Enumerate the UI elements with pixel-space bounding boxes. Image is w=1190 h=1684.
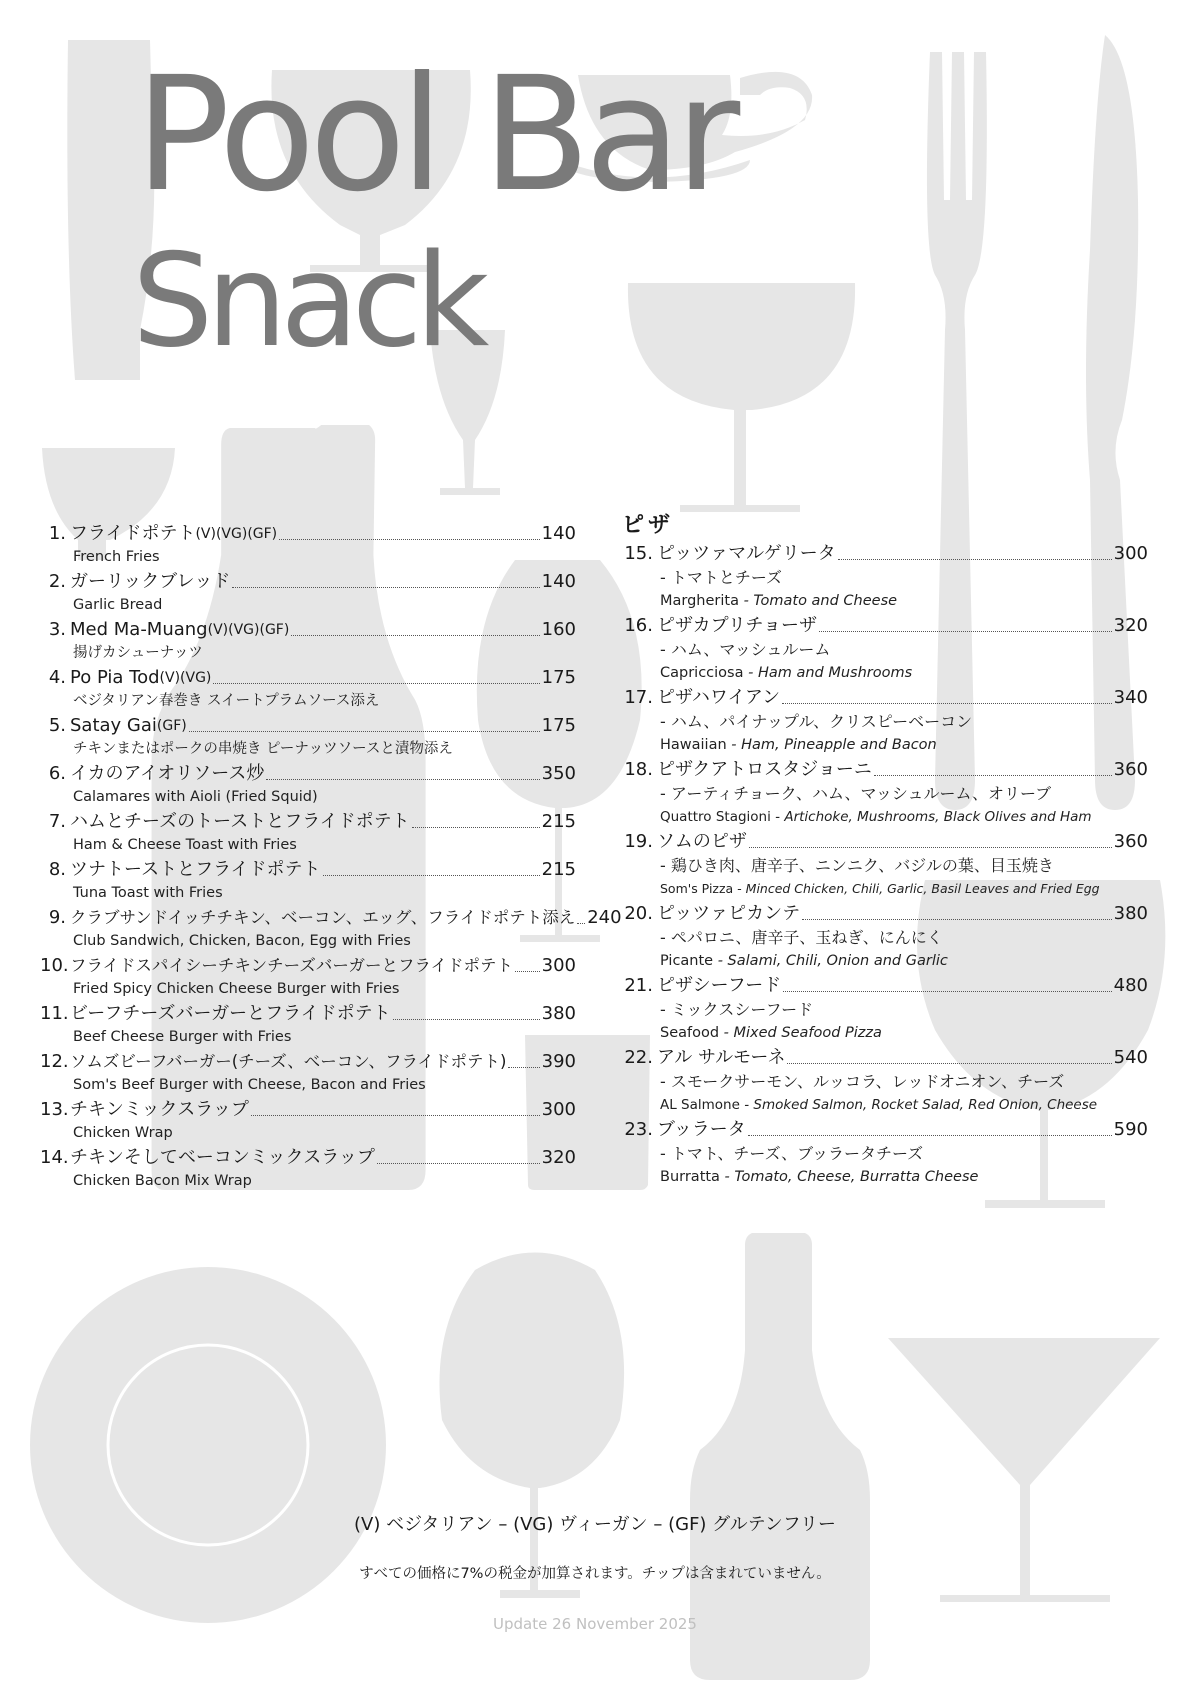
item-description-en (620, 806, 1148, 828)
item-tags: (V)(VG) (159, 670, 212, 686)
item-price: 140 (541, 571, 576, 592)
item-ingredients: - Artichoke, Mushrooms, Black Olives and Ham (770, 809, 1092, 825)
menu-item (40, 664, 576, 712)
leader-dots (393, 1019, 540, 1020)
champagne-coupe-icon (628, 283, 855, 512)
item-description-ja: - ミックスシーフード (660, 1000, 814, 1019)
item-price: 390 (541, 1051, 576, 1072)
leader-dots (377, 1163, 540, 1164)
item-description: Chicken Bacon Mix Wrap (73, 1173, 252, 1189)
item-name: ピザシーフード (657, 975, 782, 996)
item-name: Satay Gai (70, 715, 157, 736)
item-description: Som's Beef Burger with Cheese, Bacon and Fries (73, 1077, 426, 1093)
item-description-en (620, 950, 1148, 972)
item-description-ja: - トマト、チーズ、ブッラータチーズ (660, 1144, 924, 1163)
item-number: 19. (624, 831, 653, 852)
item-number: 1. (48, 523, 66, 544)
item-price: 480 (1113, 975, 1148, 996)
item-description-en (620, 878, 1148, 900)
item-description-ja: - ペパロニ、唐辛子、玉ねぎ、にんにく (660, 928, 943, 947)
item-price: 300 (541, 1099, 576, 1120)
item-name-en: Capricciosa (660, 665, 744, 681)
item-description-en (620, 1022, 1148, 1044)
item-ingredients: - Minced Chicken, Chili, Garlic, Basil Leaves and Fried Egg (733, 881, 1100, 896)
item-description-en (620, 1166, 1148, 1188)
item-price: 590 (1113, 1119, 1148, 1140)
bottle-icon (690, 1233, 870, 1680)
item-name: ピッツァピカンテ (657, 903, 801, 924)
item-price: 380 (1113, 903, 1148, 924)
item-name: フライドスパイシーチキンチーズバーガーとフライドポテト (70, 956, 514, 975)
item-tags: (V)(VG)(GF) (207, 622, 290, 638)
menu-item (40, 1000, 576, 1048)
leader-dots (838, 559, 1112, 560)
menu-item (40, 760, 576, 808)
item-number: 16. (624, 615, 653, 636)
item-name: アル サルモーネ (657, 1047, 786, 1068)
item-ingredients: - Tomato and Cheese (738, 593, 898, 609)
item-tags: (GF) (156, 718, 187, 734)
menu-item (620, 684, 1148, 756)
item-description: Ham & Cheese Toast with Fries (73, 837, 297, 853)
item-description: Garlic Bread (73, 597, 163, 613)
item-name-en: Som's Pizza (660, 881, 734, 896)
item-description-ja: - アーティチョーク、ハム、マッシュルーム、オリーブ (660, 784, 1052, 803)
item-number: 13. (40, 1099, 69, 1120)
leader-dots (819, 631, 1112, 632)
item-name: ソムズビーフバーガー(チーズ、ベーコン、フライドポテト) (70, 1052, 507, 1071)
menu-item (40, 568, 576, 616)
item-price: 215 (541, 859, 576, 880)
item-price: 350 (541, 763, 576, 784)
dietary-legend: (V) ベジタリアン – (VG) ヴィーガン – (GF) グルテンフリー (353, 1514, 837, 1535)
update-date: Update 26 November 2025 (493, 1615, 697, 1633)
item-price: 215 (541, 811, 576, 832)
leader-dots (515, 971, 540, 972)
leader-dots (577, 923, 585, 924)
item-price: 340 (1113, 687, 1148, 708)
menu-item (620, 612, 1148, 684)
item-description-ja: - 鶏ひき肉、唐辛子、ニンニク、バジルの葉、目玉焼き (660, 856, 1054, 875)
item-price: 320 (1113, 615, 1148, 636)
leader-dots (232, 587, 539, 588)
item-price: 300 (541, 955, 576, 976)
item-price: 175 (541, 715, 576, 736)
menu-item (620, 828, 1148, 900)
item-name: Po Pia Tod (70, 667, 160, 688)
item-price: 175 (541, 667, 576, 688)
leader-dots (802, 919, 1112, 920)
item-name: ピザカプリチョーザ (657, 615, 818, 636)
menu-item (40, 904, 622, 952)
item-ingredients: - Salami, Chili, Onion and Garlic (713, 953, 948, 969)
menu-item (40, 616, 576, 664)
leader-dots (787, 1063, 1111, 1064)
item-number: 9. (48, 907, 66, 928)
wine-glass-icon (439, 1253, 624, 1599)
item-ingredients: - Mixed Seafood Pizza (719, 1025, 882, 1041)
item-name-en: Quattro Stagioni (660, 809, 771, 825)
menu-item (40, 520, 576, 568)
leader-dots (251, 1115, 540, 1116)
item-name: Med Ma-Muang (70, 619, 208, 640)
leader-dots (412, 827, 540, 828)
item-price: 360 (1113, 759, 1148, 780)
item-description: Fried Spicy Chicken Cheese Burger with Fries (73, 981, 400, 997)
item-number: 2. (48, 571, 66, 592)
item-description-en (620, 662, 1148, 684)
item-name-en: Margherita (660, 593, 739, 609)
leader-dots (291, 635, 539, 636)
item-number: 14. (40, 1147, 69, 1168)
item-number: 8. (48, 859, 66, 880)
item-name-en: Hawaiian (660, 737, 727, 753)
pizza-menu-list (620, 512, 1148, 1188)
item-name: クラブサンドイッチチキン、ベーコン、エッグ、フライドポテト添え (70, 908, 576, 927)
item-price: 360 (1113, 831, 1148, 852)
item-name: イカのアイオリソース炒 (70, 763, 265, 784)
item-number: 15. (624, 543, 653, 564)
menu-item (620, 972, 1148, 1044)
item-number: 4. (48, 667, 66, 688)
item-price: 300 (1113, 543, 1148, 564)
item-ingredients: - Ham, Pineapple and Bacon (726, 737, 937, 753)
item-description: Club Sandwich, Chicken, Bacon, Egg with Fries (73, 933, 411, 949)
item-price: 540 (1113, 1047, 1148, 1068)
item-number: 20. (624, 903, 653, 924)
item-description: 揚げカシューナッツ (73, 645, 203, 661)
leader-dots (189, 731, 540, 732)
leader-dots (279, 539, 539, 540)
item-description-en (620, 590, 1148, 612)
item-name: フライドポテト (70, 523, 196, 544)
item-number: 11. (40, 1003, 69, 1024)
snack-menu-list (40, 520, 622, 1192)
item-name-en: Seafood (660, 1025, 720, 1041)
menu-item (40, 856, 576, 904)
menu-item (620, 900, 1148, 972)
item-description-ja: - ハム、パイナップル、クリスピーベーコン (660, 712, 973, 731)
item-price: 240 (587, 907, 622, 928)
item-number: 23. (624, 1119, 653, 1140)
item-description: Chicken Wrap (73, 1125, 173, 1141)
item-number: 10. (40, 955, 69, 976)
tax-note: すべての価格に7%の税金が加算されます。チップは含まれていません。 (359, 1566, 831, 1582)
leader-dots (266, 779, 539, 780)
item-description: Beef Cheese Burger with Fries (73, 1029, 292, 1045)
item-ingredients: - Smoked Salmon, Rocket Salad, Red Onion, Cheese (739, 1097, 1098, 1113)
item-number: 6. (48, 763, 66, 784)
item-price: 380 (541, 1003, 576, 1024)
item-name: チキンそしてベーコンミックスラップ (70, 1147, 375, 1168)
item-description: French Fries (73, 549, 160, 565)
leader-dots (874, 775, 1112, 776)
item-description-en (620, 1094, 1148, 1116)
item-ingredients: - Tomato, Cheese, Burratta Cheese (719, 1169, 979, 1185)
item-name: ビーフチーズバーガーとフライドポテト (70, 1003, 391, 1024)
item-description-ja: - ハム、マッシュルーム (660, 640, 831, 659)
menu-item (40, 1096, 576, 1144)
item-tags: (V)(VG)(GF) (195, 526, 278, 542)
item-ingredients: - Ham and Mushrooms (743, 665, 913, 681)
leader-dots (782, 703, 1112, 704)
item-number: 5. (48, 715, 66, 736)
item-number: 22. (624, 1047, 653, 1068)
item-name-en: Picante (660, 953, 714, 969)
item-description: チキンまたはポークの串焼き ピーナッツソースと漬物添え (73, 741, 453, 757)
page-title: Pool Bar (135, 43, 735, 227)
leader-dots (783, 991, 1111, 992)
leader-dots (749, 847, 1112, 848)
menu-item (620, 756, 1148, 828)
item-price: 140 (541, 523, 576, 544)
item-name: ピザクアトロスタジョーニ (657, 759, 872, 780)
menu-item (620, 1116, 1148, 1188)
item-number: 12. (40, 1051, 69, 1072)
item-description: Calamares with Aioli (Fried Squid) (73, 789, 318, 805)
item-price: 320 (541, 1147, 576, 1168)
item-number: 3. (48, 619, 66, 640)
item-name-en: Burratta (660, 1169, 720, 1185)
item-name: チキンミックスラップ (70, 1099, 249, 1120)
menu-item (40, 808, 576, 856)
menu-item (620, 1044, 1148, 1116)
item-name: ガーリックブレッド (70, 571, 231, 592)
menu-item (40, 952, 576, 1000)
item-number: 17. (624, 687, 653, 708)
menu-item (40, 712, 576, 760)
item-description-ja: - スモークサーモン、ルッコラ、レッドオニオン、チーズ (660, 1072, 1065, 1091)
item-name: ソムのピザ (657, 831, 747, 852)
leader-dots (213, 683, 539, 684)
item-description: ベジタリアン春巻き スイートプラムソース添え (73, 693, 380, 709)
leader-dots (508, 1067, 539, 1068)
item-number: 18. (624, 759, 653, 780)
menu-item (620, 540, 1148, 612)
item-price: 160 (541, 619, 576, 640)
leader-dots (748, 1135, 1112, 1136)
item-name-en: AL Salmone (660, 1097, 740, 1113)
item-name: ブッラータ (657, 1119, 746, 1140)
item-description-en (620, 734, 1148, 756)
pizza-heading: ピザ (622, 513, 675, 538)
item-number: 21. (624, 975, 653, 996)
item-description: Tuna Toast with Fries (73, 885, 223, 901)
item-number: 7. (48, 811, 66, 832)
item-name: ツナトーストとフライドポテト (70, 859, 321, 880)
menu-item (40, 1048, 576, 1096)
leader-dots (323, 875, 540, 876)
item-description-ja: - トマトとチーズ (660, 568, 783, 587)
item-name: ハムとチーズのトーストとフライドポテト (70, 811, 410, 832)
item-name: ピッツァマルゲリータ (657, 543, 836, 564)
page-subtitle: Snack (132, 227, 483, 376)
menu-item (40, 1144, 576, 1192)
item-name: ピザハワイアン (657, 687, 781, 708)
